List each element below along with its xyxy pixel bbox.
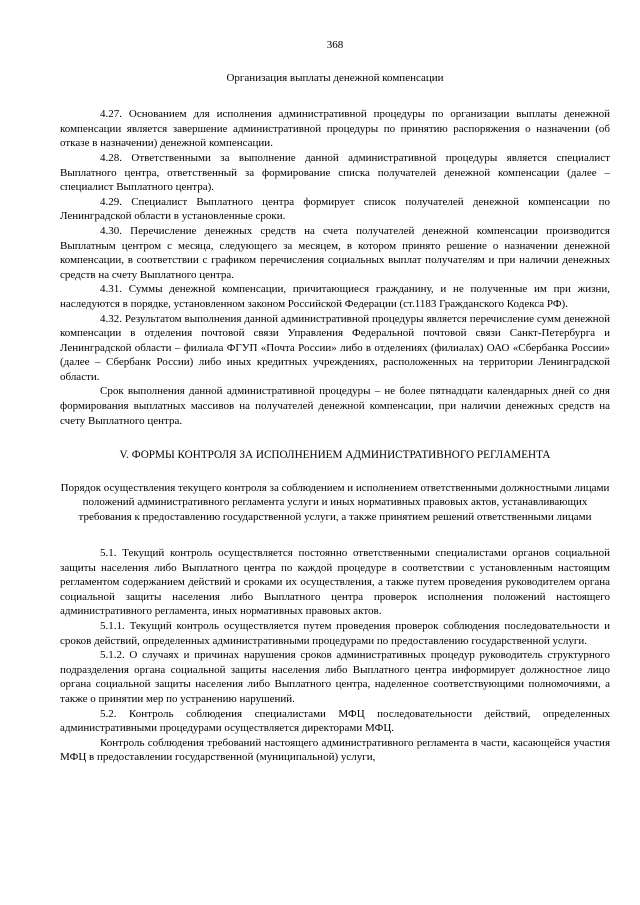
section-title: Организация выплаты денежной компенсации	[226, 71, 444, 84]
paragraph-4-32: 4.32. Результатом выполнения данной административной процедуры является перечисление сумм денежной компенсации в отделения почтовой связи Управления Федеральной почтовой связи Санкт-Петербурга и Ленинградской области – филиала ФГУП «Почта России» либо в отделениях (филиалах) ОАО «Сбербанка России» (далее – Сбербанк России) либо иных кредитных учреждениях, расположенных на территории Ленинградской области.	[60, 312, 610, 383]
paragraph-4-27: 4.27. Основанием для исполнения административной процедуры по организации выплаты денежной компенсации является завершение административной процедуры по принятию распоряжения о назначении (об отказе в назначении) денежной компенсации.	[60, 108, 610, 150]
paragraph-4-29: 4.29. Специалист Выплатного центра формирует список получателей денежной компенсации по Ленинградской области в установленные сроки.	[60, 195, 610, 223]
page-number: 368	[326, 39, 344, 51]
paragraph-5-1: 5.1. Текущий контроль осуществляется постоянно ответственными специалистами органов социальной защиты населения либо Выплатного центра по каждой процедуре в соответствии с установленным настоящим регламентом содержанием действий и сроками их осуществления, а также путем проведения руководителем органа социальной защиты населения либо Выплатного центра проверок исполнения положений настоящего административного регламента, иных нормативных правовых актов.	[60, 547, 610, 618]
paragraph-deadline: Срок выполнения данной административной процедуры – не более пятнадцати календарных дней со дня формирования выплатных массивов на получателей денежной компенсации, при наличии денежных средств на счету Выплатного центра.	[60, 385, 610, 427]
paragraph-5-2: 5.2. Контроль соблюдения специалистами МФЦ последовательности действий, определенных административными процедурами осуществляется директорами МФЦ.	[60, 707, 610, 735]
paragraph-5-1-1: 5.1.1. Текущий контроль осуществляется путем проведения проверок соблюдения последовательности и сроков действий, определенных административными процедурами по предоставлению государственной услуги.	[60, 620, 610, 647]
paragraph-mfc-control: Контроль соблюдения требований настоящего административного регламента в части, касающейся участия МФЦ в предоставлении государственной (муниципальной) услуги,	[60, 736, 610, 764]
paragraph-5-1-2: 5.1.2. О случаях и причинах нарушения сроков административных процедур руководитель структурного подразделения органа социальной защиты населения либо Выплатного центра информирует должностное лицо органа социальной защиты населения либо Выплатного центра, наделенное соответствующими полномочиями, а также о принятии мер по устранению нарушений.	[60, 649, 610, 705]
control-subheading: Порядок осуществления текущего контроля за соблюдением и исполнением ответственными должностными лицами положений административного регламента услуги и иных нормативных правовых актов, устанавливающих требования к предоставлению государственной услуги, а также принятием решений ответственными лицами	[60, 481, 610, 523]
paragraph-4-30: 4.30. Перечисление денежных средств на счета получателей денежной компенсации производится Выплатным центром с месяца, следующего за месяцем, в котором принято решение о назначении денежной компенсации, в соответствии с графиком перечисления социальных выплат получателям и при наличии денежных средств на счету Выплатного центра.	[60, 224, 610, 281]
paragraph-4-31: 4.31. Суммы денежной компенсации, причитающиеся гражданину, и не полученные им при жизни, наследуются в порядке, установленном законом Российской Федерации (ст.1183 Гражданского Кодекса РФ).	[60, 283, 610, 310]
chapter-heading-v: V. ФОРМЫ КОНТРОЛЯ ЗА ИСПОЛНЕНИЕМ АДМИНИСТРАТИВНОГО РЕГЛАМЕНТА	[119, 449, 551, 462]
paragraph-4-28: 4.28. Ответственными за выполнение данной административной процедуры является специалист Выплатного центра, ответственный за формирование списка получателей денежной компенсации (далее – специалист Выплатного центра).	[60, 151, 610, 194]
